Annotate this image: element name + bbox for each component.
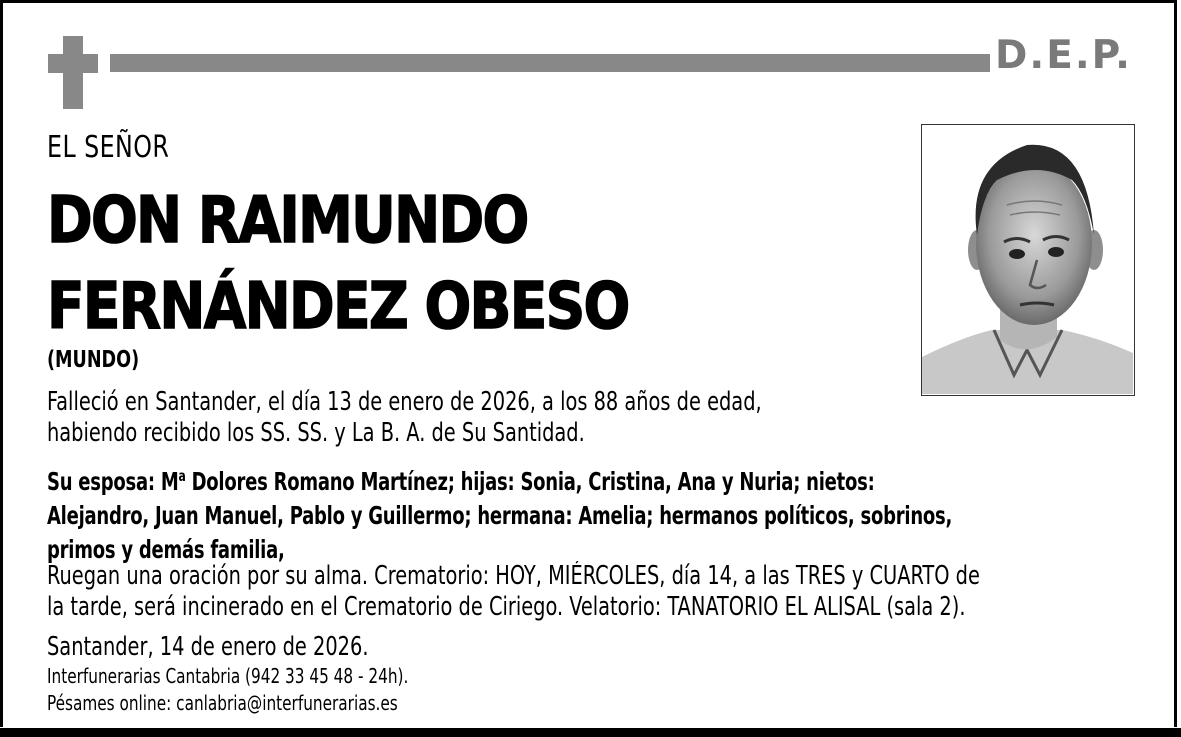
death-notice-line-1: Falleció en Santander, el día 13 de enero de 2026, a los 88 años de edad, (47, 387, 762, 417)
cross-horizontal-bar (48, 54, 98, 73)
death-notice-line-2: habiendo recibido los SS. SS. y La B. A. de Su Santidad. (47, 418, 585, 448)
condolences-email[interactable]: Pésames online: canlabria@interfunerarias.es (47, 691, 398, 715)
family-line-1-start: Su esposa: M (47, 467, 179, 496)
header-rule (110, 54, 990, 72)
honorific: EL SEÑOR (47, 130, 170, 165)
ceremony-line-2: la tarde, será incinerado en el Crematorio de Ciriego. Velatorio: TANATORIO EL ALISAL (sala 2). (47, 592, 966, 622)
family-list (47, 459, 952, 567)
nickname: (MUNDO) (47, 347, 140, 373)
portrait-photo (921, 124, 1135, 396)
portrait-placeholder-icon (922, 125, 1133, 394)
deceased-name (47, 178, 629, 350)
ordinal-superscript: a (178, 467, 186, 485)
name-line-2: FERNÁNDEZ OBESO (47, 270, 629, 344)
name-line-1: DON RAIMUNDO (47, 184, 528, 258)
bottom-border (0, 728, 1181, 737)
funeral-agency: Interfunerarias Cantabria (942 33 45 48 - 24h). (47, 664, 409, 688)
death-notice (47, 387, 762, 449)
family-line-1 (47, 459, 952, 499)
family-line-2: Alejandro, Juan Manuel, Pablo y Guillermo; hermana: Amelia; hermanos políticos, sobrinos, (47, 501, 953, 530)
dep-label: D.E.P. (995, 33, 1132, 78)
family-line-3: primos y demás familia, (47, 535, 285, 564)
family-line-1-end: Dolores Romano Martínez; hijas: Sonia, Cristina, Ana y Nuria; nietos: (185, 467, 875, 496)
place-date: Santander, 14 de enero de 2026. (47, 632, 369, 662)
ceremony-details (47, 561, 980, 623)
ceremony-line-1: Ruegan una oración por su alma. Crematorio: HOY, MIÉRCOLES, día 14, a las TRES y CUARTO de (47, 561, 980, 591)
